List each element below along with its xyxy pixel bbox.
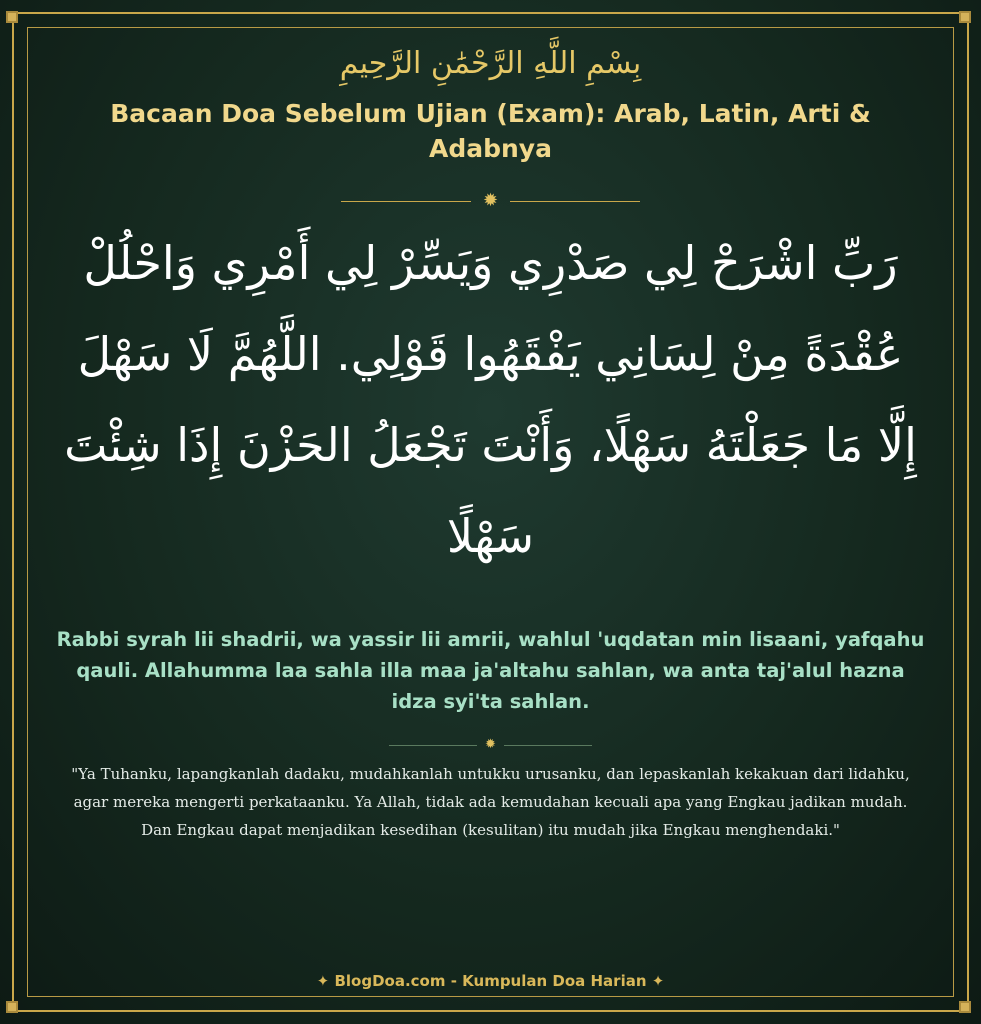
corner-ornament-icon: [6, 11, 18, 23]
page-title: Bacaan Doa Sebelum Ujian (Exam): Arab, Latin, Arti & Adabnya: [110, 99, 871, 163]
latin-transliteration: Rabbi syrah lii shadrii, wa yassir lii amrii, wahlul 'uqdatan min lisaani, yafqahu qauli. Allahumma laa sahla illa maa ja'altahu sahlan, wa anta taj'alul hazna idza syi'ta sahlan.: [56, 628, 925, 713]
corner-ornament-icon: [959, 1001, 971, 1013]
ornament-divider: [0, 736, 981, 754]
divider-line: [510, 201, 640, 202]
corner-ornament-icon: [959, 11, 971, 23]
indonesian-translation: "Ya Tuhanku, lapangkanlah dadaku, mudahkanlah untukku urusanku, dan lepaskanlah kekakuan dari lidahku, agar mereka mengerti perkataanku. Ya Allah, tidak ada kemudahan kecuali apa yang Engkau jadikan mudah. Dan Engkau dapat menjadikan kesedihan (kesulitan) itu mudah jika Engkau menghendaki.": [71, 765, 910, 839]
divider-line: [389, 745, 477, 746]
star-ornament-icon: ✹: [485, 737, 496, 752]
corner-ornament-icon: [6, 1001, 18, 1013]
divider-line: [341, 201, 471, 202]
star-ornament-icon: ✹: [482, 190, 499, 211]
divider-line: [504, 745, 592, 746]
arabic-prayer-text: رَبِّ اشْرَحْ لِي صَدْرِي وَيَسِّرْ لِي أَمْرِي وَاحْلُلْ عُقْدَةً مِنْ لِسَانِي يَفْقَهُوا قَوْلِي. اللَّهُمَّ لَا سَهْلَ إِلَّا مَا جَعَلْتَهُ سَهْلًا، وَأَنْتَ تَجْعَلُ الحَزْنَ إِذَا شِئْتَ سَهْلًا: [64, 236, 917, 563]
footer-credit: ✦ BlogDoa.com - Kumpulan Doa Harian ✦: [316, 972, 665, 990]
bismillah-heading: بِسْمِ اللَّهِ الرَّحْمَٰنِ الرَّحِيمِ: [339, 46, 642, 81]
ornament-divider: [0, 192, 981, 210]
